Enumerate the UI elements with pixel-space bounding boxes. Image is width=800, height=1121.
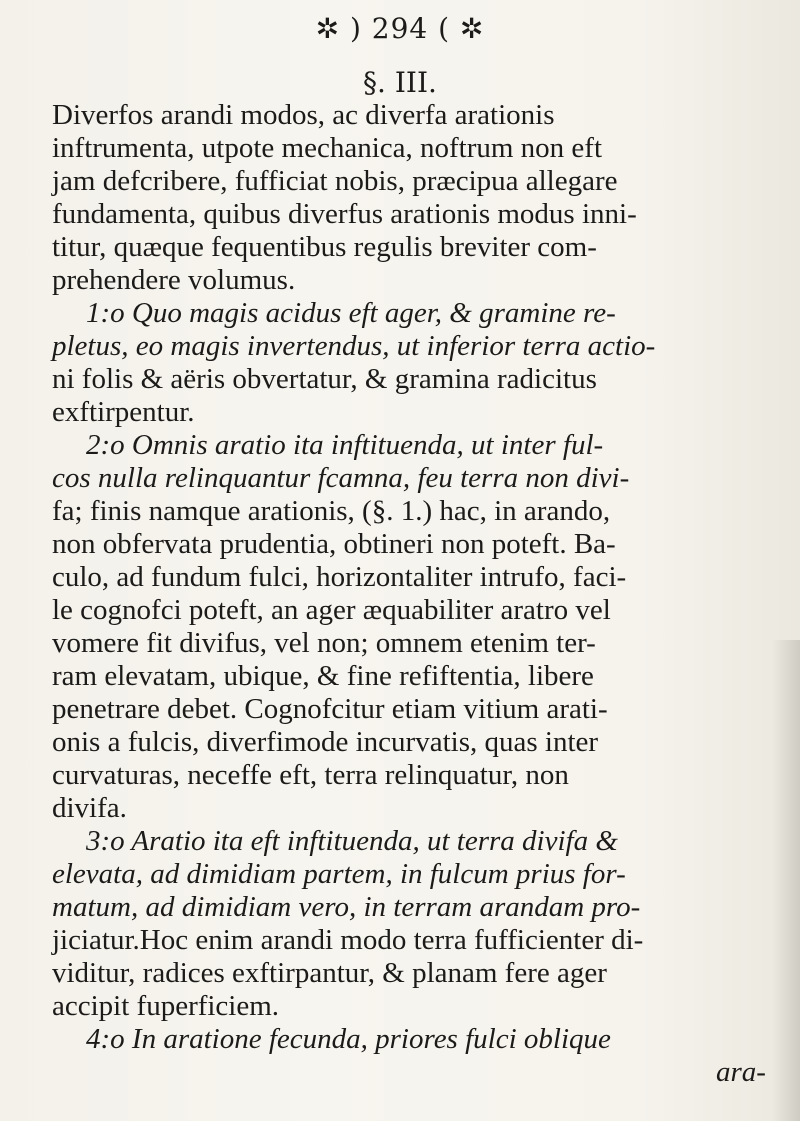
- text-line: pletus, eo magis invertendus, ut inferior terra actio-: [52, 330, 656, 362]
- text-line: viditur, radices exftirpantur, & planam fere ager: [52, 957, 607, 989]
- text-line: matum, ad dimidiam vero, in terram arandam pro-: [52, 891, 641, 923]
- text-line: prehendere volumus.: [52, 264, 296, 296]
- text-line: 4:o In aratione fecunda, priores fulci oblique: [86, 1023, 611, 1055]
- text-line: curvaturas, neceffe eft, terra relinquatur, non: [52, 759, 569, 791]
- text-line: divifa.: [52, 792, 127, 824]
- text-line: 2:o Omnis aratio ita inftituenda, ut inter ful-: [86, 429, 604, 461]
- text-line: ram elevatam, ubique, & fine refiftentia, libere: [52, 660, 594, 692]
- text-line: 3:o Aratio ita eft inftituenda, ut terra divifa &: [86, 825, 618, 857]
- text-line: le cognofci poteft, an ager æquabiliter aratro vel: [52, 594, 611, 626]
- section-heading: §. III.: [363, 66, 437, 99]
- text-line: inftrumenta, utpote mechanica, noftrum non eft: [52, 132, 603, 164]
- text-line: culo, ad fundum fulci, horizontaliter intrufo, faci-: [52, 561, 627, 593]
- text-line: elevata, ad dimidiam partem, in fulcum prius for-: [52, 858, 626, 890]
- page-header: ✲ ) 294 ( ✲: [315, 12, 485, 45]
- text-line: vomere fit divifus, vel non; omnem etenim ter-: [52, 627, 596, 659]
- catchword: ara-: [716, 1056, 766, 1088]
- text-line: ni folis & aëris obvertatur, & gramina radicitus: [52, 363, 597, 395]
- text-line: titur, quæque fequentibus regulis breviter com-: [52, 231, 597, 263]
- text-line: accipit fuperficiem.: [52, 990, 280, 1022]
- text-line: Diverfos arandi modos, ac diverfa arationis: [52, 99, 555, 131]
- text-line: cos nulla relinquantur fcamna, feu terra non divi-: [52, 462, 630, 494]
- text-line: 1:o Quo magis acidus eft ager, & gramine re-: [86, 297, 616, 329]
- text-line: jiciatur.Hoc enim arandi modo terra fufficienter di-: [52, 924, 644, 956]
- text-line: exftirpentur.: [52, 396, 195, 428]
- text-line: penetrare debet. Cognofcitur etiam vitium arati-: [52, 693, 608, 725]
- page-edge-shadow: [772, 640, 800, 1121]
- text-line: jam defcribere, fufficiat nobis, præcipua allegare: [52, 165, 618, 197]
- text-line: non obfervata prudentia, obtineri non poteft. Ba-: [52, 528, 616, 560]
- text-line: fundamenta, quibus diverfus arationis modus inni-: [52, 198, 637, 230]
- text-line: fa; finis namque arationis, (§. 1.) hac, in arando,: [52, 495, 611, 527]
- text-line: onis a fulcis, diverfimode incurvatis, quas inter: [52, 726, 599, 758]
